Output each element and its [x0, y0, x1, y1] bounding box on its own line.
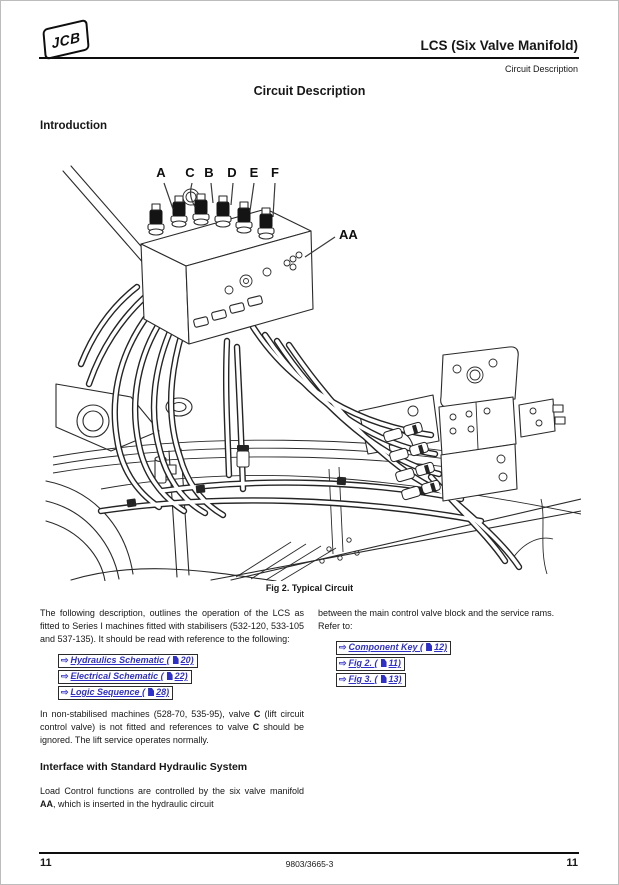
jcb-logo — [42, 19, 90, 61]
figure-label-e: E — [249, 165, 259, 180]
link-component-key[interactable]: ⇨ Component Key ( 12) — [336, 641, 451, 655]
page-ref-icon — [167, 672, 173, 680]
page-ref-icon — [381, 675, 387, 683]
reference-links-left — [58, 654, 304, 700]
figure-caption: Fig 2. Typical Circuit — [265, 583, 354, 593]
non-stabilised-paragraph: In non-stabilised machines (528-70, 535-95), valve C (lift circuit control valve) is not fitted and references to valve C should be ignored. The lift service operates normally. — [40, 709, 304, 745]
continuation-paragraph: between the main control valve block and the service rams. — [318, 608, 555, 618]
reference-links-right — [336, 641, 581, 687]
right-column — [318, 607, 581, 695]
figure-label-aa: AA — [339, 227, 358, 242]
link-hydraulics-schematic[interactable]: ⇨ Hydraulics Schematic ( 20) — [58, 654, 198, 668]
page-title: LCS (Six Valve Manifold) — [420, 38, 578, 53]
footer-rule — [39, 852, 579, 854]
figure-typical-circuit — [41, 159, 581, 581]
jump-arrow-icon: ⇨ — [339, 658, 347, 668]
intro-paragraph: The following description, outlines the operation of the LCS as fitted to Series I machines fitted with stabilisers (532-120, 533-105 and 537-135). It should be read with reference to the following: — [40, 608, 304, 644]
circuit-illustration — [41, 159, 581, 581]
footer-doc-number: 9803/3665-3 — [285, 859, 334, 869]
left-column — [40, 607, 304, 811]
jcb-logo-text: JCB — [50, 28, 82, 51]
section-heading-introduction: Introduction — [40, 120, 108, 132]
link-fig-2[interactable]: ⇨ Fig 2. ( 11) — [336, 657, 405, 671]
sub-heading-interface: Interface with Standard Hydraulic System — [40, 761, 248, 773]
jump-arrow-icon: ⇨ — [339, 642, 347, 652]
jump-arrow-icon: ⇨ — [61, 687, 69, 697]
load-control-paragraph: Load Control functions are controlled by the six valve manifold AA, which is inserted in the hydraulic circuit — [40, 786, 304, 809]
footer-page-number-left: 11 — [40, 857, 52, 869]
jump-arrow-icon: ⇨ — [61, 655, 69, 665]
jump-arrow-icon: ⇨ — [61, 671, 69, 681]
figure-label-c: C — [185, 165, 195, 180]
figure-label-d: D — [227, 165, 237, 180]
chapter-heading: Circuit Description — [253, 84, 366, 98]
figure-label-f: F — [271, 165, 279, 180]
figure-label-a: A — [156, 165, 166, 180]
page-ref-icon — [381, 659, 387, 667]
link-logic-sequence[interactable]: ⇨ Logic Sequence ( 28) — [58, 686, 173, 700]
page-ref-icon — [148, 688, 154, 696]
link-fig-3[interactable]: ⇨ Fig 3. ( 13) — [336, 673, 406, 687]
link-electrical-schematic[interactable]: ⇨ Electrical Schematic ( 22) — [58, 670, 192, 684]
refer-to-label: Refer to: — [318, 621, 353, 631]
breadcrumb: Circuit Description — [504, 64, 578, 74]
six-valve-manifold-block — [141, 189, 313, 344]
jump-arrow-icon: ⇨ — [339, 674, 347, 684]
footer-page-number-right: 11 — [566, 857, 578, 869]
page-ref-icon — [426, 643, 432, 651]
figure-label-b: B — [204, 165, 214, 180]
header-rule — [39, 57, 579, 59]
page-ref-icon — [173, 656, 179, 664]
